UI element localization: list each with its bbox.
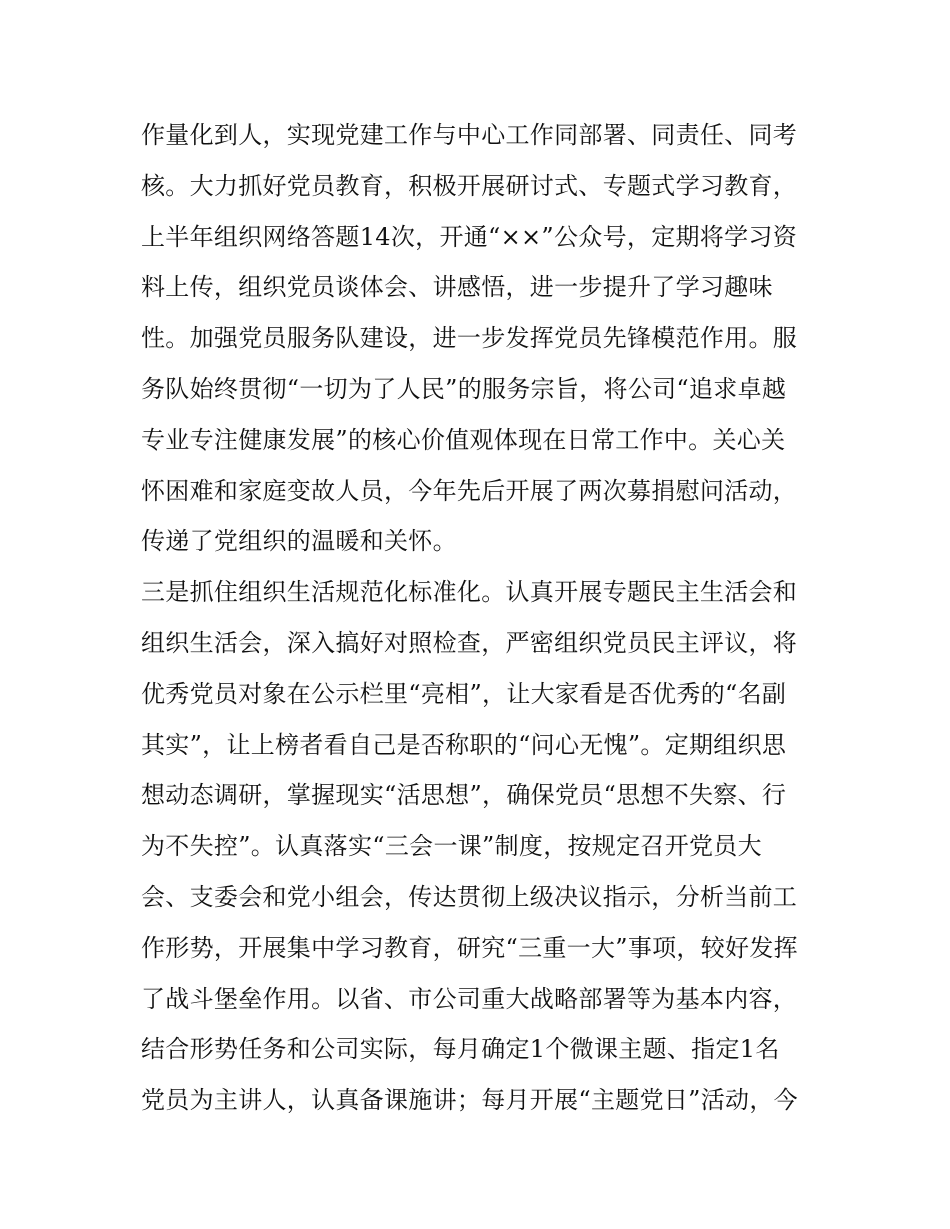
text-line: 优秀党员对象在公示栏里“亮相”，让大家看是否优秀的“名副 (141, 679, 787, 708)
text-line: 其实”，让上榜者看自己是否称职的“问心无愧”。定期组织思 (141, 730, 787, 759)
text-line: 怀困难和家庭变故人员，今年先后开展了两次募捐慰问活动， (141, 476, 798, 505)
text-line: 作形势，开展集中学习教育，研究“三重一大”事项，较好发挥 (141, 933, 798, 962)
text-line: 会、支委会和党小组会，传达贯彻上级决议指示，分析当前工 (141, 882, 798, 911)
text-line: 上半年组织网络答题14次，开通“××”公众号，定期将学习资 (141, 222, 797, 251)
text-line: 想动态调研，掌握现实“活思想”，确保党员“思想不失察、行 (141, 781, 787, 810)
text-line: 三是抓住组织生活规范化标准化。认真开展专题民主生活会和 (141, 578, 798, 607)
text-line: 作量化到人，实现党建工作与中心工作同部署、同责任、同考 (141, 121, 798, 149)
body-text (141, 110, 821, 1126)
text-line: 了战斗堡垒作用。以省、市公司重大战略部署等为基本内容， (141, 984, 798, 1013)
text-line: 料上传，组织党员谈体会、讲感悟，进一步提升了学习趣味 (141, 273, 773, 302)
text-line: 组织生活会，深入搞好对照检查，严密组织党员民主评议，将 (141, 628, 798, 657)
text-line: 务队始终贯彻“一切为了人民”的服务宗旨，将公司“追求卓越 (141, 374, 787, 403)
text-line: 党员为主讲人，认真备课施讲；每月开展“主题党日”活动，今 (141, 1086, 798, 1115)
text-line: 传递了党组织的温暖和关怀。 (141, 527, 457, 556)
text-line: 核。大力抓好党员教育，积极开展研讨式、专题式学习教育， (141, 171, 798, 200)
text-line: 专业专注健康发展”的核心价值观体现在日常工作中。关心关 (141, 425, 786, 454)
text-line: 性。加强党员服务队建设，进一步发挥党员先锋模范作用。服 (141, 324, 798, 353)
text-line: 结合形势任务和公司实际，每月确定1个微课主题、指定1名 (141, 1035, 780, 1064)
text-line: 为不失控”。认真落实“三会一课”制度，按规定召开党员大 (141, 832, 762, 861)
